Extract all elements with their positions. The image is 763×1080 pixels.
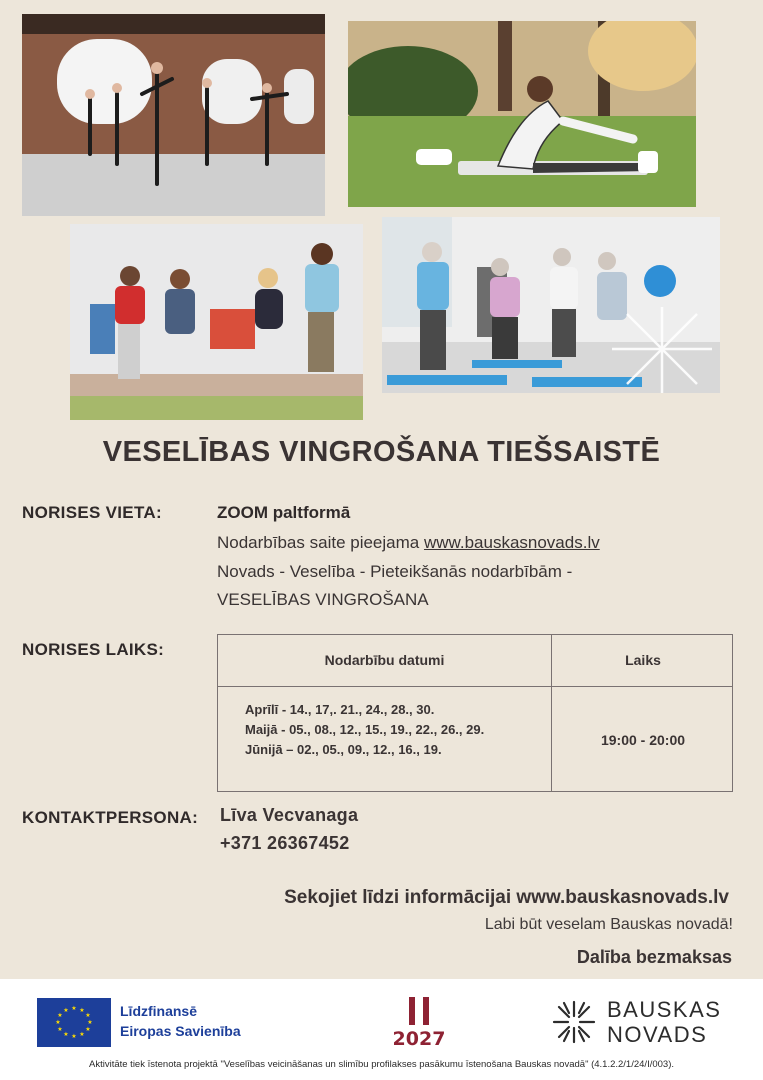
svg-text:★: ★	[79, 1031, 85, 1038]
svg-text:★: ★	[85, 1026, 91, 1033]
time-column-header: Laiks	[625, 652, 661, 668]
free-participation: Dalība bezmaksas	[576, 947, 732, 967]
man-stretching-on-grass-photo	[348, 21, 696, 207]
venue-path: Novads - Veselība - Pieteikšanās nodarbībām -	[217, 562, 573, 581]
children-exercising-photo	[70, 224, 363, 420]
municipality-line-2: NOVADS	[607, 1022, 708, 1047]
logo-year: 2027	[392, 1028, 446, 1050]
svg-text:★: ★	[63, 1031, 69, 1038]
project-note: Aktivitāte tiek īstenota projektā "Veselības veicināšanas un slimību profilakses pasākumu īstenošana Bauskas novadā" (4.1.2.2/1/24/I/003).	[89, 1059, 674, 1070]
dates-may: Maijā - 05., 08., 12., 15., 19., 22., 26., 29.	[245, 722, 485, 737]
schedule-label: NORISES LAIKS:	[22, 640, 165, 659]
slogan: Labi būt veselam Bauskas novadā!	[484, 916, 733, 933]
venue-activity: VESELĪBAS VINGROŠANA	[217, 590, 429, 609]
eu-flag-icon	[37, 998, 111, 1047]
svg-text:★: ★	[57, 1026, 63, 1033]
website-link[interactable]: www.bauskasnovads.lv	[423, 533, 600, 552]
seniors-exercising-photo	[382, 217, 720, 393]
svg-text:★: ★	[87, 1019, 93, 1026]
contact-label: KONTAKTPERSONA:	[22, 808, 199, 827]
dates-june: Jūnijā – 02., 05., 09., 12., 16., 19.	[245, 742, 442, 757]
eu-cofinancing-text	[120, 1001, 241, 1041]
venue-link-line	[217, 533, 600, 553]
svg-text:★: ★	[63, 1007, 69, 1014]
bauskas-novads-logo-icon	[551, 999, 597, 1045]
schedule-table	[217, 634, 733, 792]
dates-column-header: Nodarbību datumi	[324, 652, 445, 668]
dates-april: Aprīlī - 14., 17,. 21., 24., 28., 30.	[245, 702, 435, 717]
contact-phone: +371 26367452	[220, 833, 350, 853]
venue-label: NORISES VIETA:	[22, 503, 162, 522]
eu-line-2: Eiropas Savienība	[120, 1023, 241, 1039]
venue-platform: ZOOM paltformā	[217, 503, 351, 522]
svg-text:★: ★	[71, 1005, 77, 1012]
group-dance-class-photo	[22, 14, 325, 216]
svg-text:★: ★	[85, 1012, 91, 1019]
contact-name: Līva Vecvanaga	[220, 805, 359, 825]
svg-text:★: ★	[71, 1033, 77, 1040]
svg-text:★: ★	[57, 1012, 63, 1019]
municipality-name	[607, 997, 721, 1047]
svg-text:★: ★	[55, 1019, 61, 1026]
svg-text:★: ★	[79, 1007, 85, 1014]
footer	[0, 979, 763, 1080]
follow-info: Sekojiet līdzi informācijai www.bauskasnovads.lv	[284, 887, 729, 908]
time-cell: 19:00 - 20:00	[600, 732, 686, 748]
latvia-2027-logo	[390, 993, 450, 1053]
dates-cell	[245, 700, 484, 760]
page-title: VESELĪBAS VINGROŠANA TIEŠSAISTĒ	[102, 436, 661, 468]
eu-line-1: Līdzfinansē	[120, 1003, 198, 1019]
municipality-line-1: BAUSKAS	[607, 997, 722, 1022]
venue-link-prefix: Nodarbības saite pieejama	[217, 533, 424, 552]
